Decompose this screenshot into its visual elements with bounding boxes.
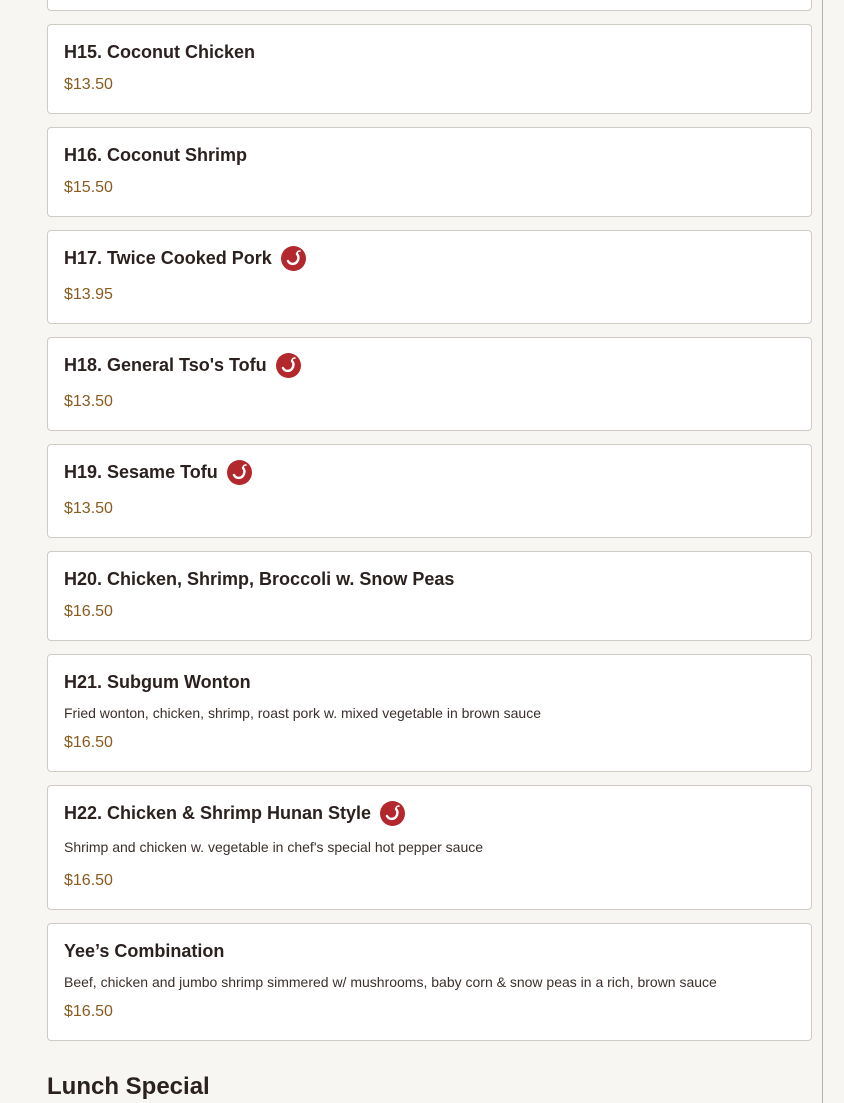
menu-item-price: $13.95 [64,286,113,303]
menu-item-description: Shrimp and chicken w. vegetable in chef's special hot pepper sauce [64,839,484,855]
menu-item-name: H17. Twice Cooked Pork [64,247,272,268]
menu-item-name: H22. Chicken & Shrimp Hunan Style [64,802,372,823]
menu-item-card[interactable] [47,444,812,538]
menu-item-name: H18. General Tso's Tofu [64,354,267,375]
chili-pepper-icon [380,801,405,826]
menu-item-name: H20. Chicken, Shrimp, Broccoli w. Snow Peas [64,568,455,589]
menu-item-name: Yee’s Combination [64,940,225,961]
menu-item-list [47,0,812,1054]
menu-item-card[interactable] [47,230,812,324]
menu-item-price: $15.50 [64,179,113,196]
chili-pepper-icon [276,353,301,378]
menu-item-name: H21. Subgum Wonton [64,671,251,692]
menu-item-card[interactable] [47,923,812,1041]
menu-item-price: $13.50 [64,393,113,410]
section-heading-lunch-special: Lunch Special [47,1073,210,1100]
menu-item-price: $16.50 [64,872,113,889]
menu-item-card[interactable] [47,337,812,431]
menu-item-card[interactable] [47,654,812,772]
menu-item-card[interactable] [47,127,812,217]
menu-item-card[interactable] [47,785,812,910]
menu-item-card[interactable] [47,24,812,114]
menu-item-price: $13.50 [64,500,113,517]
menu-item-name: H19. Sesame Tofu [64,461,218,482]
menu-item-description: Beef, chicken and jumbo shrimp simmered w/ mushrooms, baby corn & snow peas in a rich, brown sauce [64,974,717,990]
menu-item-price: $16.50 [64,734,113,751]
menu-item-description: Fried wonton, chicken, shrimp, roast pork w. mixed vegetable in brown sauce [64,705,542,721]
menu-item-price: $16.50 [64,1003,113,1020]
menu-item-price: $13.50 [64,76,113,93]
chili-pepper-icon [281,246,306,271]
menu-item-card[interactable] [47,551,812,641]
menu-item-price: $16.50 [64,603,113,620]
chili-pepper-icon [227,460,252,485]
menu-item-name: H16. Coconut Shrimp [64,144,248,165]
menu-item-name: H15. Coconut Chicken [64,41,256,62]
menu-item-card-partial[interactable] [47,0,812,11]
